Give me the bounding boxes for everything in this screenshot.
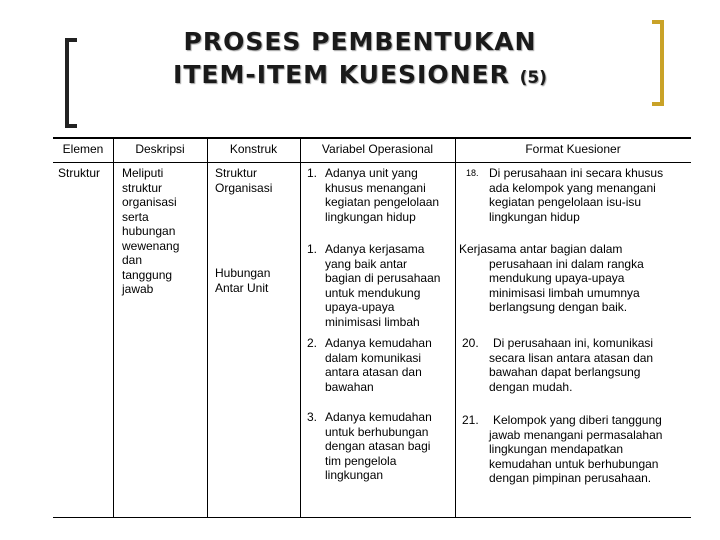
format-item [459,242,689,315]
variabel-line: untuk mendukung [325,285,421,300]
page-title-line1: PROSES PEMBENTUKAN [183,27,537,56]
variabel-item [325,336,432,394]
konstruk-line: Antar Unit [215,280,269,295]
format-line: Kelompok yang diberi tanggung [493,413,662,427]
column-divider [300,137,301,518]
variabel-line: bagian di perusahaan [325,271,441,285]
variabel-line: yang baik antar [325,256,408,271]
deskripsi-line: Meliputi [122,166,164,180]
format-line: secara lisan antara atasan dan [489,350,654,365]
variabel-line: minimisasi limbah [325,314,420,329]
konstruk-line: Hubungan [215,266,271,280]
format-line: minimisasi limbah umumnya [489,285,640,300]
deskripsi-line: wewenang [122,238,180,253]
format-line: Kerjasama antar bagian dalam [459,242,623,256]
variabel-line: bawahan [325,379,374,394]
left-bracket-decoration [65,38,77,128]
format-line: dengan mudah. [489,379,573,394]
variabel-line: dengan atasan bagi [325,439,431,453]
variabel-item [325,242,440,329]
column-divider [455,137,456,518]
cell-deskripsi [122,166,179,297]
format-line: lingkungan hidup [489,209,580,224]
format-line: mendukung upaya-upaya [489,271,625,285]
header-deskripsi: Deskripsi [135,142,185,156]
variabel-line: Adanya kemudahan [325,336,432,350]
variabel-line: Adanya unit yang [325,166,418,180]
variabel-line: Adanya kemudahan [325,410,432,424]
format-item [489,336,653,394]
variabel-line: tim pengelola [325,453,397,468]
header-elemen: Elemen [62,142,104,156]
column-divider [113,137,114,518]
variabel-line: lingkungan hidup [325,209,416,224]
variabel-line: untuk berhubungan [325,424,429,439]
variabel-line: antara atasan dan [325,365,422,379]
column-divider [207,137,208,518]
format-item-number: 18. [466,168,479,178]
variabel-line: Adanya kerjasama [325,242,425,256]
format-line: berlangsung dengan baik. [489,300,628,314]
deskripsi-line: serta [122,209,149,224]
format-item-number: 21. [462,413,479,427]
right-bracket-decoration [652,20,664,106]
deskripsi-line: hubungan [122,224,176,238]
format-line: Di perusahaan ini, komunikasi [493,336,654,350]
konstruk-line: Struktur [215,166,258,180]
variabel-item-number: 3. [307,410,318,424]
cell-konstruk-struktur-organisasi [215,166,272,195]
header-variabel-operasional: Variabel Operasional [321,142,434,156]
format-line: lingkungan mendapatkan [489,442,624,456]
konstruk-line: Organisasi [215,180,273,195]
cell-elemen: Struktur [58,166,101,180]
variabel-item-number: 2. [307,336,318,350]
variabel-line: khusus menangani [325,180,426,195]
deskripsi-line: dan [122,253,143,267]
header-format-kuesioner: Format Kuesioner [525,142,621,156]
variabel-item-number: 1. [307,242,318,256]
cell-konstruk-hubungan-antar-unit [215,266,270,295]
variabel-line: upaya-upaya [325,300,395,314]
variabel-item-number: 1. [307,166,318,180]
format-item [489,413,662,486]
variabel-line: lingkungan [325,468,384,482]
page-title-text: ITEM-ITEM KUESIONER [173,60,510,89]
format-item-number: 20. [462,336,479,350]
page-title-suffix: (5) [519,68,547,88]
deskripsi-line: jawab [122,282,154,296]
variabel-item [325,410,432,483]
format-line: jawab menangani permasalahan [489,427,663,442]
format-line: dengan pimpinan perusahaan. [489,471,652,485]
format-item [489,166,663,224]
variabel-line: kegiatan pengelolaan [325,195,440,209]
format-line: kegiatan pengelolaan isu-isu [489,195,642,209]
format-line: perusahaan ini dalam rangka [489,256,644,271]
page-title-line2 [0,60,720,89]
deskripsi-line: tanggung [122,267,173,282]
format-line: kemudahan untuk berhubungan [489,456,659,471]
format-line: Di perusahaan ini secara khusus [489,166,664,180]
variabel-item [325,166,439,224]
variabel-line: dalam komunikasi [325,350,422,365]
format-line: bawahan dapat berlangsung [489,365,641,379]
deskripsi-line: organisasi [122,195,177,209]
header-konstruk: Konstruk [229,142,278,156]
deskripsi-line: struktur [122,180,163,195]
format-line: ada kelompok yang menangani [489,180,656,195]
